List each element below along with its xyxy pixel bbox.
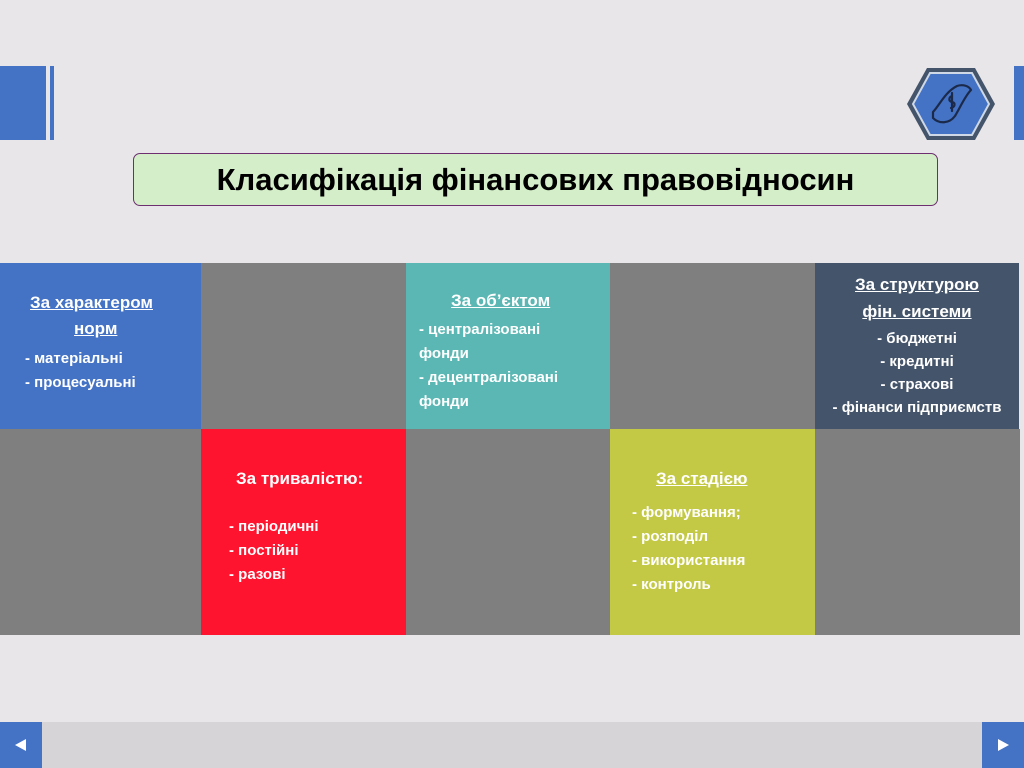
- tile-by-stage: [610, 429, 815, 635]
- list-item: - кредитні: [880, 353, 954, 370]
- list-item: - фінанси підприємств: [832, 399, 1002, 416]
- list-item: - процесуальні: [25, 374, 136, 391]
- tile-heading: За стадією: [656, 469, 748, 488]
- list-item: фонди: [419, 345, 469, 362]
- tile-heading: норм: [74, 319, 118, 338]
- tile-by-duration: [201, 429, 406, 635]
- list-item: - формування;: [632, 504, 741, 521]
- triangle-left-icon: [14, 738, 28, 752]
- list-item: - постійні: [229, 542, 299, 559]
- tile-empty: [0, 429, 201, 635]
- tile-heading: За об’єктом: [451, 291, 551, 310]
- list-item: - централізовані: [419, 321, 541, 338]
- tile-empty: [201, 263, 406, 429]
- left-decor-line: [50, 66, 54, 140]
- tile-by-object: [406, 263, 610, 429]
- list-item: - розподіл: [632, 528, 708, 545]
- tile-by-character: [0, 263, 201, 429]
- list-item: - бюджетні: [877, 330, 957, 347]
- next-slide-button[interactable]: [982, 722, 1024, 768]
- tile-by-structure: [815, 263, 1019, 429]
- list-item: - використання: [632, 552, 746, 569]
- title-box: [133, 153, 938, 206]
- logo-hexagon: [905, 66, 997, 142]
- tile-heading: За структурою: [855, 275, 979, 294]
- list-item: - контроль: [632, 576, 711, 593]
- tile-heading: За характером: [30, 293, 153, 312]
- right-decor-bar: [1014, 66, 1024, 140]
- list-item: - децентралізовані: [419, 369, 559, 386]
- tile-heading: За тривалістю:: [236, 469, 364, 488]
- tile-empty: [815, 429, 1020, 635]
- list-item: фонди: [419, 393, 469, 410]
- triangle-right-icon: [996, 738, 1010, 752]
- page-title: Класифікація фінансових правовідносин: [216, 161, 855, 197]
- footer-bar: [0, 722, 1024, 768]
- tile-empty: [406, 429, 610, 635]
- list-item: - страхові: [880, 376, 954, 393]
- tile-heading: фін. системи: [862, 302, 972, 321]
- list-item: - матеріальні: [25, 350, 123, 367]
- tile-empty: [610, 263, 815, 429]
- list-item: - періодичні: [229, 518, 319, 535]
- prev-slide-button[interactable]: [0, 722, 42, 768]
- list-item: - разові: [229, 566, 286, 583]
- left-decor-bar: [0, 66, 46, 140]
